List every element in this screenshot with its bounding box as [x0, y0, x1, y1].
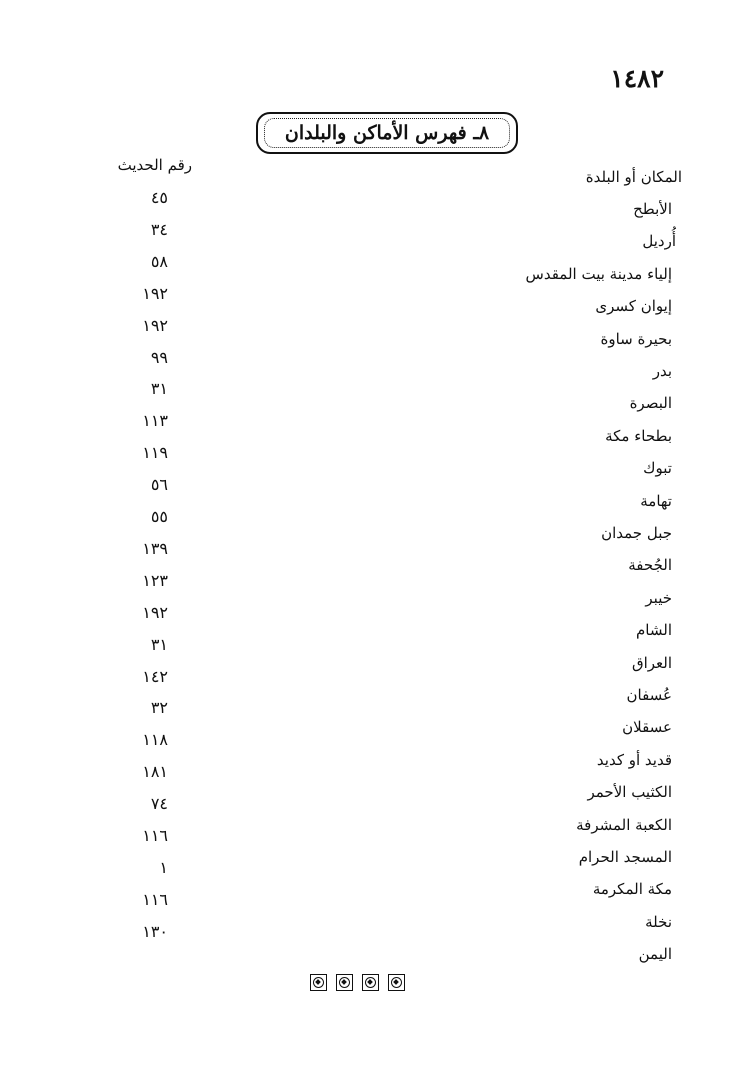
index-title-frame: [256, 112, 518, 154]
hadith-number: ١٣٠: [142, 921, 168, 941]
hadith-number: ٥٥: [150, 507, 168, 526]
hadith-number: ١١٩: [142, 443, 168, 463]
place-name: تبوك: [643, 459, 672, 478]
place-name: الجُحفة: [628, 556, 672, 575]
place-name: أُرديل: [642, 232, 676, 251]
place-name: إيوان كسرى: [595, 297, 672, 316]
hadith-number: ١٢٣: [142, 570, 168, 590]
place-name: نخلة: [645, 912, 672, 931]
hadith-number: ٣١: [150, 634, 168, 654]
hadith-number: ٤٥: [150, 188, 168, 207]
hadith-number: ١٣٩: [142, 538, 168, 558]
index-title: ٨ـ فهرس الأماكن والبلدان: [264, 118, 510, 148]
place-name: الشام: [636, 621, 672, 640]
hadith-number: ٥٦: [150, 475, 168, 495]
hadith-number: ٣٢: [150, 698, 168, 718]
place-name: الكثيب الأحمر: [587, 783, 672, 802]
hadith-number: ١١٣: [142, 411, 168, 431]
hadith-number: ٥٨: [150, 251, 168, 271]
square-knot-ornament-icon: [362, 974, 379, 991]
place-name: المسجد الحرام: [578, 848, 672, 866]
hadith-number-column-header: رقم الحديث: [117, 156, 192, 174]
place-name: البصرة: [629, 394, 672, 413]
hadith-number: ١١٨: [142, 730, 168, 750]
hadith-number: ١١٦: [142, 826, 168, 845]
hadith-number: ١: [159, 857, 168, 877]
hadith-number: ١٨١: [142, 762, 168, 782]
place-name: مكة المكرمة: [592, 880, 672, 899]
hadith-number: ٣٤: [150, 219, 168, 239]
hadith-number: ١٩٢: [142, 602, 168, 622]
square-knot-ornament-icon: [310, 974, 327, 991]
place-name: اليمن: [638, 945, 672, 964]
place-column-header: المكان أو البلدة: [585, 168, 682, 186]
hadith-number: ٩٩: [150, 347, 168, 367]
hadith-number: ١٤٢: [142, 666, 168, 686]
place-name: جبل جمدان: [601, 524, 672, 542]
place-name: بدر: [652, 362, 672, 380]
place-name: العراق: [631, 653, 672, 672]
hadith-number: ١٩٢: [142, 283, 168, 303]
place-name: بطحاء مكة: [605, 426, 672, 445]
square-knot-ornament-icon: [336, 974, 353, 991]
place-name: قديد أو كديد: [596, 750, 672, 769]
square-knot-ornament-icon: [388, 974, 405, 991]
hadith-number: ٧٤: [150, 794, 168, 814]
hadith-number: ٣١: [150, 379, 168, 399]
hadith-number: ١١٦: [142, 889, 168, 909]
place-name: إلياء مدينة بيت المقدس: [525, 264, 672, 283]
place-name: تهامة: [640, 491, 672, 510]
place-name: الكعبة المشرفة: [576, 815, 672, 834]
place-name: خيبر: [645, 588, 672, 607]
hadith-number: ١٩٢: [142, 315, 168, 335]
footer-ornaments: [310, 974, 405, 991]
place-name: عسقلان: [622, 718, 672, 737]
place-name: بحيرة ساوة: [600, 329, 672, 348]
place-name: عُسفان: [626, 686, 672, 704]
page-number: ١٤٨٢: [610, 64, 664, 93]
place-name: الأبطح: [633, 200, 672, 218]
